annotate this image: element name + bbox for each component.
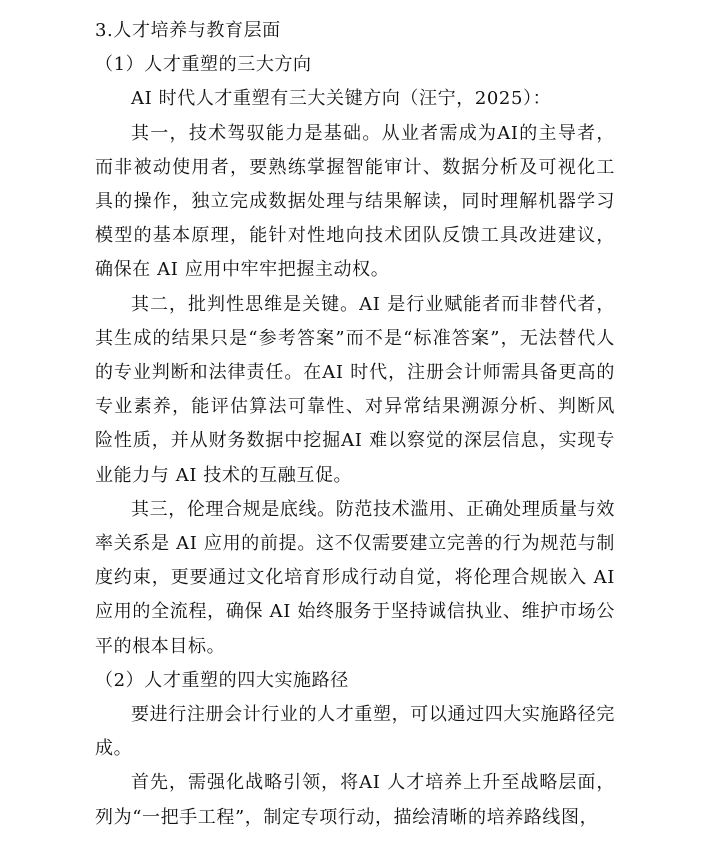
paragraph-strategy: 首先，需强化战略引领，将AI 人才培养上升至战略层面，列为“一把手工程”，制定专项行动，描绘清晰的培养路线图，: [95, 772, 615, 828]
section-heading: 3.人才培养与教育层面: [95, 20, 281, 41]
subheading-four-paths: （2）人才重塑的四大实施路径: [95, 669, 349, 691]
paragraph-paths-intro: 要进行注册会计行业的人才重塑，可以通过四大实施路径完成。: [95, 704, 615, 760]
intro-paragraph: AI 时代人才重塑有三大关键方向（汪宁，2025）：: [131, 88, 552, 110]
subheading-three-directions: （1）人才重塑的三大方向: [95, 54, 312, 76]
document-body: [95, 14, 615, 835]
paragraph-tech-capability: 其一，技术驾驭能力是基础。从业者需成为AI的主导者，而非被动使用者，要熟练掌握智能审计、数据分析及可视化工具的操作，独立完成数据处理与结果解读，同时理解机器学习模型的基本原理，能针对性地向技术团队反馈工具改进建议，确保在 AI 应用中牢牢把握主动权。: [95, 122, 615, 281]
paragraph-ethics-compliance: 其三，伦理合规是底线。防范技术滥用、正确处理质量与效率关系是 AI 应用的前提。这不仅需要建立完善的行为规范与制度约束，更要通过文化培育形成行动自觉，将伦理合规嵌入 AI 应用的全流程，确保 AI 始终服务于坚持诚信执业、维护市场公平的根本目标。: [95, 498, 615, 657]
paragraph-critical-thinking: 其二，批判性思维是关键。AI 是行业赋能者而非替代者，其生成的结果只是“参考答案”而不是“标准答案”，无法替代人的专业判断和法律责任。在AI 时代，注册会计师需具备更高的专业素养，能评估算法可靠性、对异常结果溯源分析、判断风险性质，并从财务数据中挖掘AI 难以察觉的深层信息，实现专业能力与 AI 技术的互融互促。: [95, 293, 615, 486]
